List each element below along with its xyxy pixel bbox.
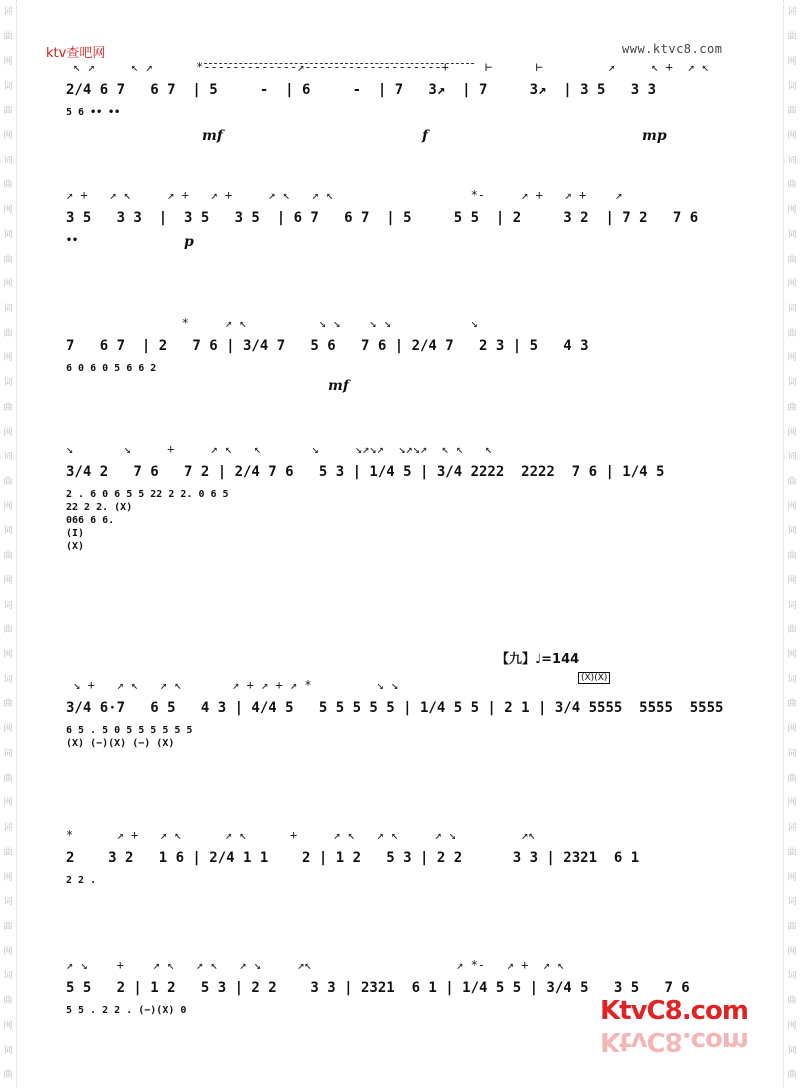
margin-glyph: 词 — [787, 823, 797, 834]
margin-glyph: 网 — [3, 1020, 13, 1031]
dynamic-mark: mf — [202, 128, 223, 144]
articulation-marks: * ↗ + ↗ ↖ ↗ ↖ + ↗ ↖ ↗ ↖ ↗ ↘ ↗↖ — [66, 828, 536, 842]
margin-glyph: 词 — [3, 748, 13, 759]
margin-glyph: 网 — [3, 130, 13, 141]
margin-glyph: 词 — [787, 378, 797, 389]
margin-glyph: 网 — [3, 650, 13, 661]
articulation-marks: * ↗ ↖ ↘ ↘ ↘ ↘ ↘ — [66, 316, 478, 330]
margin-glyph: 词 — [787, 7, 797, 18]
margin-glyph: 网 — [787, 1020, 797, 1031]
margin-glyph: 词 — [787, 971, 797, 982]
margin-glyph: 曲 — [3, 996, 13, 1007]
left-margin-watermark — [0, 0, 17, 1088]
margin-glyph: 词 — [3, 1045, 13, 1056]
margin-glyph: 曲 — [787, 773, 797, 784]
margin-glyph: 词 — [787, 303, 797, 314]
margin-glyph: 网 — [787, 724, 797, 735]
margin-glyph: 曲 — [3, 847, 13, 858]
margin-glyph: 词 — [3, 600, 13, 611]
margin-glyph: 网 — [787, 575, 797, 586]
margin-glyph: 曲 — [3, 921, 13, 932]
margin-glyph: 网 — [3, 724, 13, 735]
margin-glyph: 网 — [787, 501, 797, 512]
margin-glyph: 曲 — [787, 625, 797, 636]
margin-glyph: 曲 — [3, 1070, 13, 1081]
accompaniment-line: 5 5 . 2 2 . (−)(X) 0 — [66, 1005, 187, 1016]
margin-glyph: 词 — [787, 600, 797, 611]
margin-glyph: 曲 — [3, 180, 13, 191]
margin-glyph: 曲 — [787, 551, 797, 562]
margin-glyph: 网 — [3, 279, 13, 290]
margin-glyph: 曲 — [3, 106, 13, 117]
right-margin-watermark — [783, 0, 800, 1088]
notation-line: 7 6 7 | 2 7 6 | 3/4 7 5 6 7 6 | 2/4 7 2 3 | 5 4 3 — [66, 338, 589, 354]
margin-glyph: 网 — [3, 872, 13, 883]
articulation-marks: ↘ ↘ + ↗ ↖ ↖ ↘ ↘↗↘↗ ↘↗↘↗ ↖ ↖ ↖ — [66, 442, 493, 456]
margin-glyph: 曲 — [3, 699, 13, 710]
margin-glyph: 词 — [3, 81, 13, 92]
watermark-top-left: ktv查吧网 — [46, 46, 106, 61]
margin-glyph: 网 — [787, 946, 797, 957]
tempo-marking: 【九】♩=144 — [496, 652, 580, 667]
margin-glyph: 网 — [3, 427, 13, 438]
articulation-marks: ↗ + ↗ ↖ ↗ + ↗ + ↗ ↖ ↗ ↖ *- ↗ + ↗ + ↗ — [66, 188, 623, 202]
dynamic-mark: mf — [328, 378, 349, 394]
margin-glyph: 曲 — [3, 402, 13, 413]
margin-glyph: 词 — [3, 155, 13, 166]
margin-glyph: 词 — [787, 674, 797, 685]
margin-glyph: 网 — [3, 353, 13, 364]
accompaniment-line: 5 6 •• •• — [66, 107, 121, 118]
margin-glyph: 曲 — [787, 699, 797, 710]
articulation-marks: ↖ ↗ ↖ ↗ *-------------↗-------------------+ ⊢ ⊢ ↗ ↖ + ↗ ↖ — [66, 60, 709, 74]
margin-glyph: 网 — [787, 353, 797, 364]
margin-glyph: 曲 — [3, 32, 13, 43]
articulation-marks: ↘ + ↗ ↖ ↗ ↖ ↗ + ↗ + ↗ * ↘ ↘ — [66, 678, 399, 692]
margin-glyph: 词 — [3, 378, 13, 389]
boxed-percussion-mark: (X)(X) — [578, 672, 610, 684]
score-system-5 — [66, 662, 764, 792]
articulation-marks: ↗ ↘ + ↗ ↖ ↗ ↖ ↗ ↘ ↗↖ ↗ *- ↗ + ↗ ↖ — [66, 958, 565, 972]
margin-glyph: 曲 — [787, 996, 797, 1007]
margin-glyph: 曲 — [787, 921, 797, 932]
margin-glyph: 词 — [787, 1045, 797, 1056]
margin-glyph: 曲 — [3, 328, 13, 339]
margin-glyph: 词 — [787, 526, 797, 537]
score-system-2 — [66, 172, 764, 302]
accompaniment-line: 6 5 . 5 0 5 5 5 5 5 5 (X) (−)(X) (−) (X) — [66, 725, 193, 749]
watermark-logo: KtvC8.com — [600, 996, 748, 1026]
margin-glyph: 曲 — [3, 254, 13, 265]
margin-glyph: 网 — [787, 130, 797, 141]
watermark-logo-reflection: KtvC8.com — [600, 1026, 748, 1056]
margin-glyph: 词 — [787, 897, 797, 908]
margin-glyph: 网 — [3, 798, 13, 809]
dynamic-mark: mp — [642, 128, 667, 144]
margin-glyph: 曲 — [787, 847, 797, 858]
margin-glyph: 网 — [787, 872, 797, 883]
score-system-3 — [66, 300, 764, 430]
margin-glyph: 曲 — [3, 773, 13, 784]
accompaniment-line: 2 . 6 0 6 5 5 22 2 2. 0 6 5 22 2 2. (X) 066 6 6. (I) (X) — [66, 489, 229, 552]
margin-glyph: 词 — [3, 674, 13, 685]
margin-glyph: 曲 — [787, 254, 797, 265]
margin-glyph: 曲 — [3, 477, 13, 488]
accompaniment-line: •• — [66, 235, 79, 246]
accompaniment-line: 2 2 . — [66, 875, 97, 886]
margin-glyph: 词 — [3, 897, 13, 908]
margin-glyph: 网 — [3, 205, 13, 216]
margin-glyph: 网 — [787, 205, 797, 216]
margin-glyph: 曲 — [787, 477, 797, 488]
margin-glyph: 网 — [787, 427, 797, 438]
margin-glyph: 词 — [3, 452, 13, 463]
margin-glyph: 词 — [3, 303, 13, 314]
margin-glyph: 词 — [3, 971, 13, 982]
margin-glyph: 网 — [787, 56, 797, 67]
margin-glyph: 曲 — [787, 32, 797, 43]
margin-glyph: 曲 — [787, 328, 797, 339]
margin-glyph: 网 — [3, 56, 13, 67]
margin-glyph: 词 — [787, 81, 797, 92]
margin-glyph: 词 — [787, 452, 797, 463]
notation-line: 3/4 6·7 6 5 4 3 | 4/4 5 5 5 5 5 5 | 1/4 5 5 | 2 1 | 3/4 5555 5555 5555 — [66, 700, 724, 716]
notation-line: 5 5 2 | 1 2 5 3 | 2 2 3 3 | 2321 6 1 | 1/4 5 5 | 3/4 5 3 5 7 6 — [66, 980, 690, 996]
notation-line: 2 3 2 1 6 | 2/4 1 1 2 | 1 2 5 3 | 2 2 3 3 | 2321 6 1 — [66, 850, 640, 866]
margin-glyph: 词 — [3, 526, 13, 537]
margin-glyph: 词 — [787, 155, 797, 166]
margin-glyph: 曲 — [787, 180, 797, 191]
margin-glyph: 网 — [3, 575, 13, 586]
notation-line: 2/4 6 7 6 7 | 5 - | 6 - | 7 3↗ | 7 3↗ | 3 5 3 3 — [66, 82, 657, 98]
accompaniment-line: 6 0 6 0 5 6 6 2 — [66, 363, 157, 374]
margin-glyph: 词 — [787, 748, 797, 759]
notation-line: 3 5 3 3 | 3 5 3 5 | 6 7 6 7 | 5 5 5 | 2 3 2 | 7 2 7 6 — [66, 210, 699, 226]
margin-glyph: 词 — [3, 7, 13, 18]
score-system-1 — [66, 44, 764, 174]
margin-glyph: 词 — [787, 229, 797, 240]
dynamic-mark: p — [184, 234, 194, 250]
margin-glyph: 词 — [3, 823, 13, 834]
margin-glyph: 曲 — [787, 106, 797, 117]
margin-glyph: 网 — [787, 650, 797, 661]
margin-glyph: 网 — [787, 279, 797, 290]
margin-glyph: 曲 — [3, 551, 13, 562]
notation-line: 3/4 2 7 6 7 2 | 2/4 7 6 5 3 | 1/4 5 | 3/4 2222 2222 7 6 | 1/4 5 — [66, 464, 665, 480]
dynamic-mark: f — [422, 128, 429, 144]
margin-glyph: 词 — [3, 229, 13, 240]
margin-glyph: 曲 — [787, 1070, 797, 1081]
score-system-4 — [66, 426, 764, 556]
score-system-6 — [66, 812, 764, 942]
margin-glyph: 网 — [3, 946, 13, 957]
margin-glyph: 网 — [3, 501, 13, 512]
margin-glyph: 曲 — [3, 625, 13, 636]
margin-glyph: 曲 — [787, 402, 797, 413]
watermark-top-right: www.ktvc8.com — [622, 42, 723, 56]
margin-glyph: 网 — [787, 798, 797, 809]
